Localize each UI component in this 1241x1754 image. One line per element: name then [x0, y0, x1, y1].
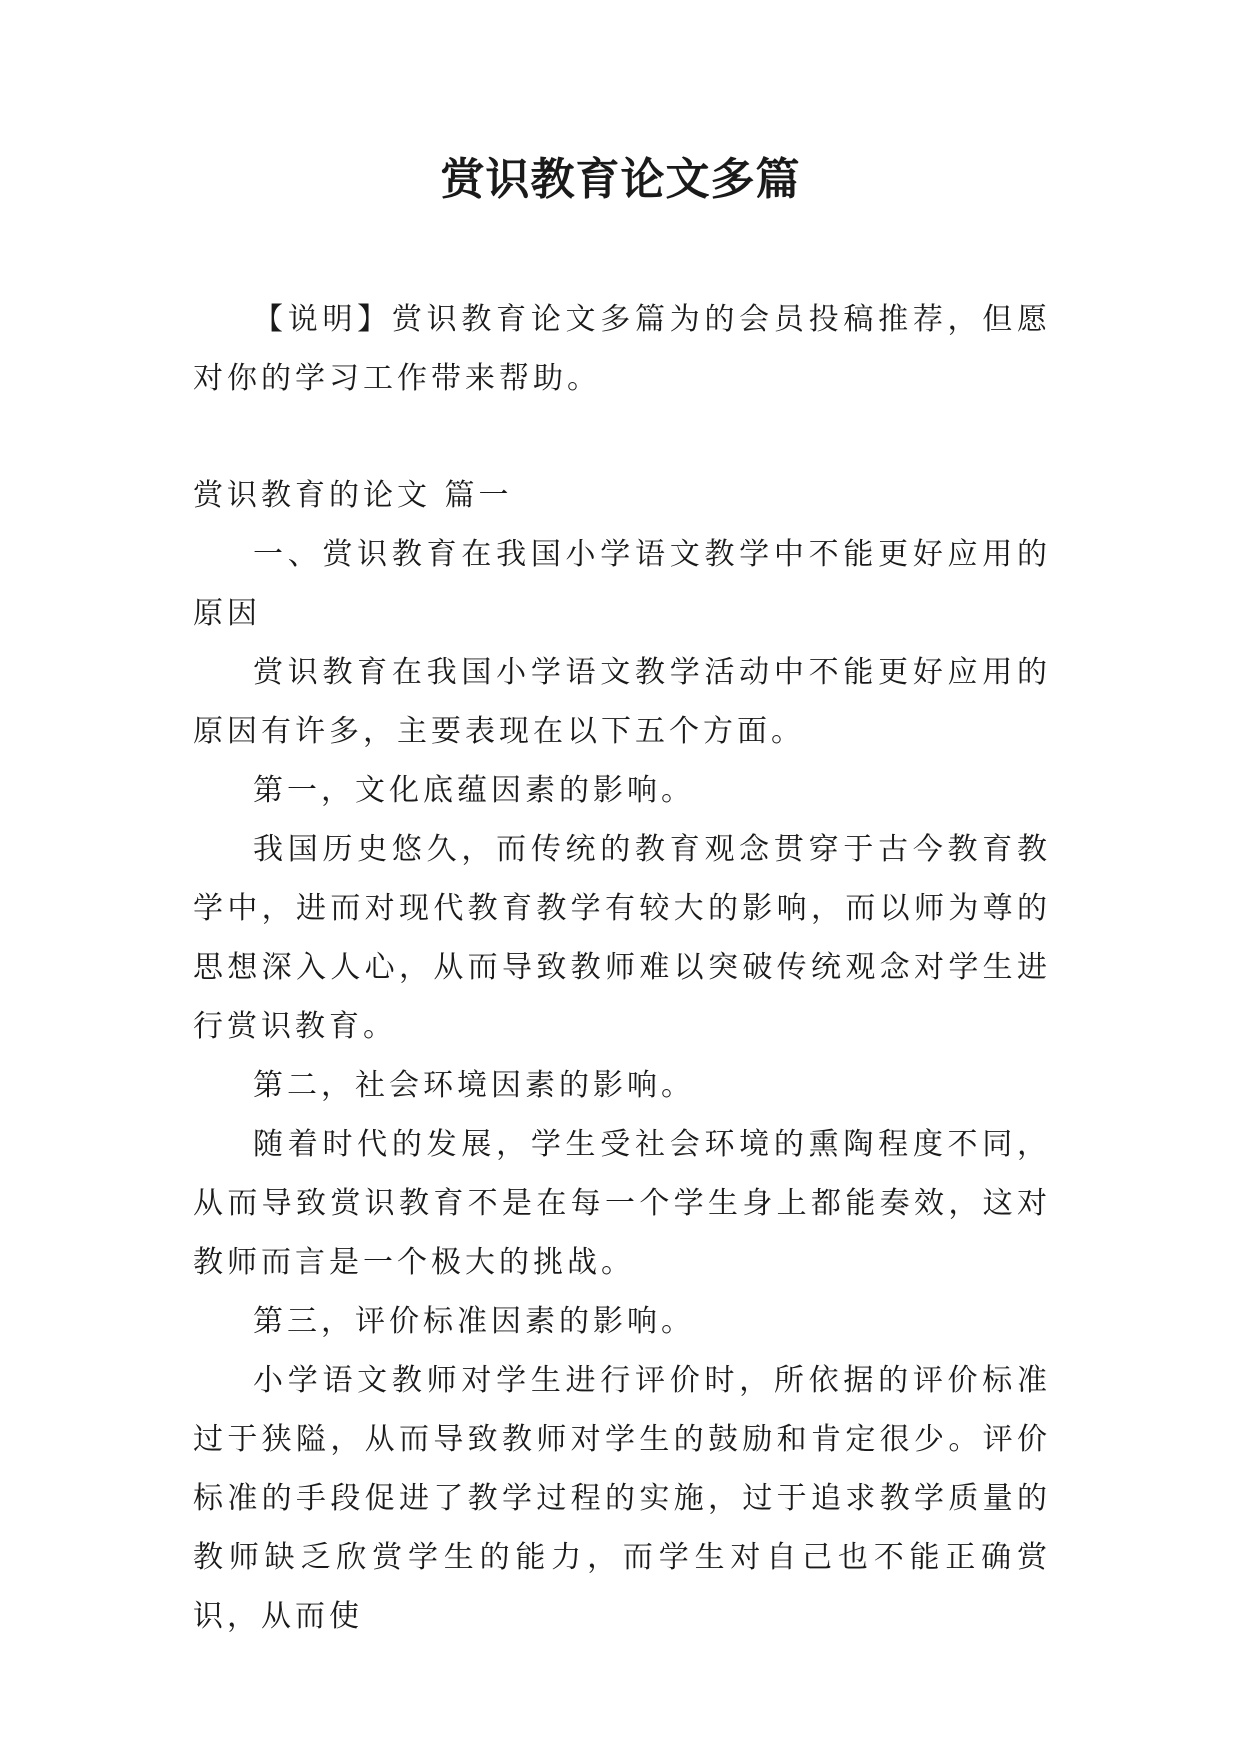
- paragraph: 第三，评价标准因素的影响。: [253, 1304, 695, 1339]
- paragraph: 赏识教育在我国小学语文教学活动中不能更好应用的原因有许多，主要表现在以下五个方面。: [193, 655, 1051, 749]
- paragraph: 我国历史悠久，而传统的教育观念贯穿于古今教育教学中，进而对现代教育教学有较大的影响，而以师为尊的思想深入人心，从而导致教师难以突破传统观念对学生进行赏识教育。: [193, 832, 1051, 1044]
- paragraph: 随着时代的发展，学生受社会环境的熏陶程度不同，从而导致赏识教育不是在每一个学生身上都能奏效，这对教师而言是一个极大的挑战。: [193, 1127, 1051, 1280]
- paragraph: 小学语文教师对学生进行评价时，所依据的评价标准过于狭隘，从而导致教师对学生的鼓励和肯定很少。评价标准的手段促进了教学过程的实施，过于追求教学质量的教师缺乏欣赏学生的能力，而学生对自己也不能正确赏识，从而使: [193, 1363, 1051, 1634]
- paragraph: 第一，文化底蕴因素的影响。: [253, 773, 695, 808]
- section-heading: 赏识教育的论文 篇一: [193, 478, 513, 513]
- paragraph: 一、赏识教育在我国小学语文教学中不能更好应用的原因: [193, 537, 1051, 631]
- paragraph: 第二，社会环境因素的影响。: [253, 1068, 695, 1103]
- document-title: 赏识教育论文多篇: [440, 154, 801, 205]
- intro-paragraph: 【说明】赏识教育论文多篇为的会员投稿推荐，但愿对你的学习工作带来帮助。: [193, 302, 1051, 396]
- document-body: [193, 290, 1051, 1646]
